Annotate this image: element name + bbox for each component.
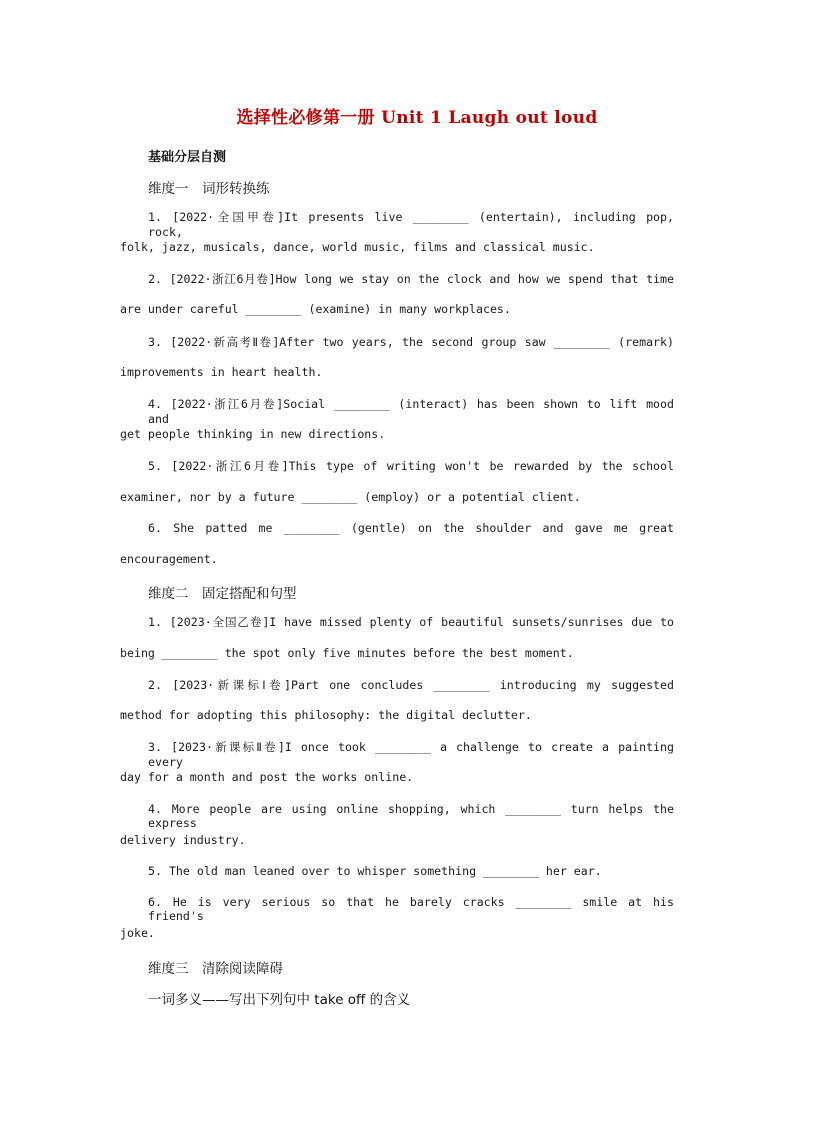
- d2-item4-line1: 4. More people are using online shopping, which ________ turn helps the express: [148, 802, 674, 830]
- d1-item1-line2: folk, jazz, musicals, dance, world music, films and classical music.: [120, 240, 595, 254]
- d1-item4-line1: 4. [2022·浙江6月卷]Social ________ (interact) has been shown to lift mood and: [148, 397, 674, 426]
- dimension2-heading: 维度二 固定搭配和句型: [148, 586, 297, 602]
- d1-item3-line2: improvements in heart health.: [120, 365, 323, 379]
- d1-item6-line2: encouragement.: [120, 552, 218, 566]
- d2-item1-line2: being ________ the spot only five minutes before the best moment.: [120, 646, 574, 660]
- d2-item2-line2: method for adopting this philosophy: the digital declutter.: [120, 708, 532, 722]
- dimension1-heading: 维度一 词形转换练: [148, 181, 270, 197]
- d1-item6-line1: 6. She patted me ________ (gentle) on the shoulder and gave me great: [148, 521, 674, 535]
- d1-item4-line2: get people thinking in new directions.: [120, 427, 386, 441]
- d2-item1-line1: 1. [2023·全国乙卷]I have missed plenty of beautiful sunsets/sunrises due to: [148, 615, 674, 629]
- section-heading: 基础分层自测: [148, 150, 227, 165]
- d1-item3-line1: 3. [2022·新高考Ⅱ卷]After two years, the second group saw ________ (remark): [148, 335, 674, 349]
- d2-item6-line1: 6. He is very serious so that he barely cracks ________ smile at his friend's: [148, 895, 674, 923]
- d1-item2-line1: 2. [2022·浙江6月卷]How long we stay on the clock and how we spend that time: [148, 272, 674, 286]
- dimension3-heading: 维度三 清除阅读障碍: [148, 961, 283, 977]
- dimension3-subheading: 一词多义——写出下列句中 take off 的含义: [148, 992, 411, 1008]
- d1-item1-line1: 1. [2022·全国甲卷]It presents live ________ (entertain), including pop, rock,: [148, 210, 674, 239]
- d1-item5-line2: examiner, nor by a future ________ (employ) or a potential client.: [120, 490, 581, 504]
- d2-item2-line1: 2. [2023·新课标Ⅰ卷]Part one concludes ________ introducing my suggested: [148, 678, 674, 692]
- d2-item5-line1: 5. The old man leaned over to whisper something ________ her ear.: [148, 864, 602, 878]
- d2-item3-line2: day for a month and post the works online.: [120, 770, 414, 784]
- d2-item3-line1: 3. [2023·新课标Ⅱ卷]I once took ________ a challenge to create a painting every: [148, 740, 674, 769]
- d2-item4-line2: delivery industry.: [120, 833, 246, 847]
- page-title: 选择性必修第一册 Unit 1 Laugh out loud: [236, 108, 598, 128]
- d2-item6-line2: joke.: [120, 926, 155, 940]
- d1-item2-line2: are under careful ________ (examine) in many workplaces.: [120, 302, 511, 316]
- d1-item5-line1: 5. [2022·浙江6月卷]This type of writing won't be rewarded by the school: [148, 459, 674, 473]
